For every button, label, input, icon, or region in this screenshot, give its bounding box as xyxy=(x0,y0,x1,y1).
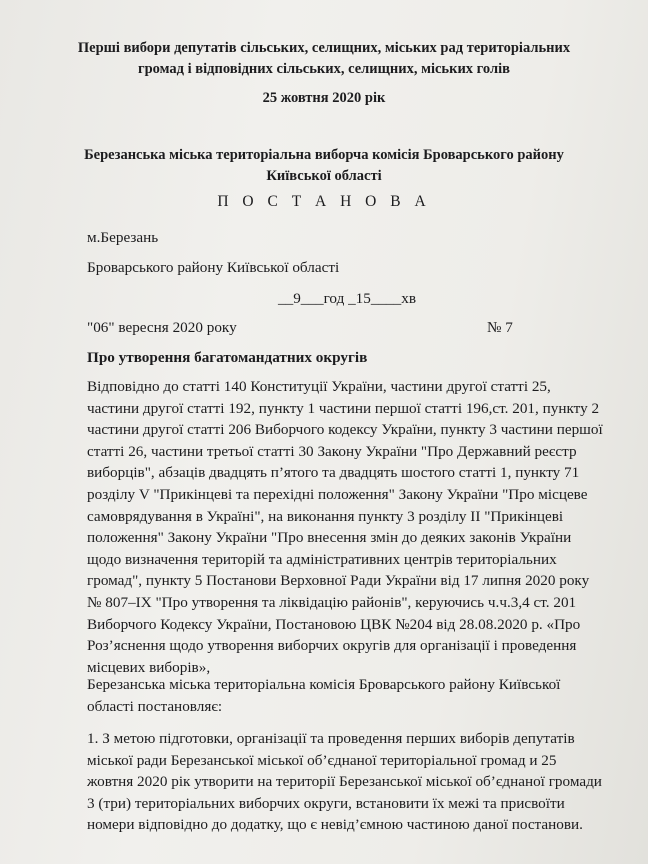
preamble-line: Роз’яснення щодо утворення виборчих округів для організації і проведення xyxy=(87,637,577,655)
preamble-line: частини другої статті 206 Виборчого кодексу України, пункту 3 частини першої xyxy=(87,421,603,439)
preamble-line: Виборчого Кодексу України, Постановою ЦВК №204 від 28.08.2020 р. «Про xyxy=(87,615,581,633)
preamble-line: частини другої статті 192, пункту 1 частини першої статті 196,ст. 201, пункту 2 xyxy=(87,399,600,417)
preamble-line: місцевих виборів», xyxy=(87,658,211,676)
item-1-line: міської ради Березанської міської об’єднаної територіальної громад и 25 xyxy=(87,751,557,769)
preamble-line: статті 26, частини третьої статті 30 Закону України "Про Державний реєстр xyxy=(87,442,577,460)
place-city: м.Березань xyxy=(87,229,159,246)
preamble-line: розділу V "Прикінцеві та перехідні положення" Закону України "Про місцеве xyxy=(87,485,588,503)
preamble-line: щодо визначення територій та адміністративних центрів територіальних xyxy=(87,550,557,568)
election-date: 25 жовтня 2020 рік xyxy=(262,90,386,106)
place-region: Броварського району Київської області xyxy=(87,259,340,276)
document-type: П О С Т А Н О В А xyxy=(217,193,431,210)
preamble-line: самоврядування в Україні", на виконання пункту 3 розділу II "Прикінцеві xyxy=(87,507,564,525)
preamble-paragraph xyxy=(87,376,603,678)
resolve-line: Березанська міська територіальна комісія Броварського району Київської xyxy=(87,676,561,693)
item-1-paragraph xyxy=(87,728,602,836)
resolution-number: № 7 xyxy=(487,319,513,336)
preamble-line: положення" Закону України "Про внесення змін до деяких законів України xyxy=(87,529,572,547)
resolve-line: області постановляє: xyxy=(87,697,223,715)
item-1-line: 1. З метою підготовки, організації та проведення перших виборів депутатів xyxy=(87,730,575,747)
session-time: __9___год _15____хв xyxy=(278,290,417,307)
commission-name-line2: Київської області xyxy=(266,168,382,184)
commission-name-line1: Березанська міська територіальна виборча комісія Броварського району xyxy=(84,147,564,163)
preamble-line: виборців", абзаців двадцять п’ятого та двадцять шостого статті 1, пункту 71 xyxy=(87,464,580,482)
item-1-line: номери відповідно до додатку, що є невід’ємною частиною даної постанови. xyxy=(87,816,583,834)
resolve-paragraph xyxy=(87,674,587,717)
item-1-line: жовтня 2020 рік утворити на території Березанської міської об’єднаної громади xyxy=(87,773,602,791)
preamble-line: Відповідно до статті 140 Конституції України, частини другої статті 25, xyxy=(87,378,551,395)
resolution-date: "06" вересня 2020 року xyxy=(87,319,237,336)
election-title-line1: Перші вибори депутатів сільських, селищних, міських рад територіальних xyxy=(77,40,571,56)
election-title-line2: громад і відповідних сільських, селищних, міських голів xyxy=(138,61,510,77)
item-1-line: 3 (три) територіальних виборчих округи, встановити їх межі та присвоїти xyxy=(87,794,565,812)
resolution-subject: Про утворення багатомандатних округів xyxy=(87,349,368,366)
preamble-line: № 807–IX "Про утворення та ліквідацію районів", керуючись ч.ч.3,4 ст. 201 xyxy=(87,593,577,611)
preamble-line: громад", пункту 5 Постанови Верховної Ради України від 17 липня 2020 року xyxy=(87,572,590,590)
